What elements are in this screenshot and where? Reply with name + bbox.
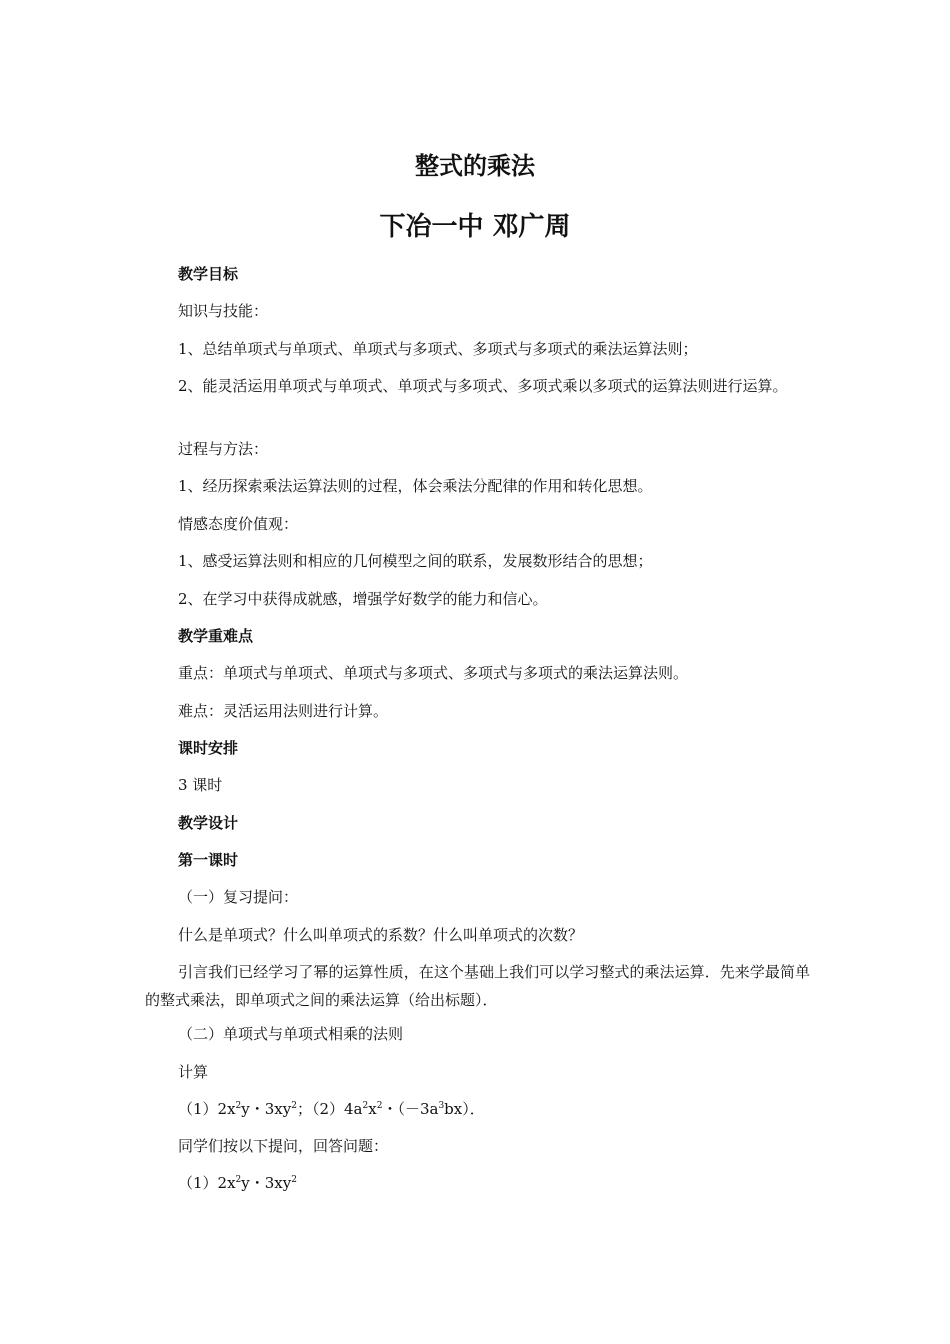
exercise-one-formula: $(1)2x^2y$・$3xy^2$: [178, 1174, 297, 1192]
review-questions-text: 什么是单项式？什么叫单项式的系数？什么叫单项式的次数？: [178, 926, 584, 944]
heading-first-lesson: 第一课时: [178, 851, 239, 869]
class-hours-text: 3 课时: [178, 776, 223, 794]
objective-item-2: 2、能灵活运用单项式与单项式、单项式与多项式、多项式乘以多项式的运算法则进行运算。: [178, 377, 788, 395]
emotion-attitude-label: 情感态度价值观：: [178, 515, 299, 533]
knowledge-skills-label: 知识与技能：: [178, 302, 269, 320]
heading-key-points: 教学重难点: [178, 627, 254, 645]
emotion-item-2: 2、在学习中获得成就感，增强学好数学的能力和信心。: [178, 590, 548, 608]
compute-exercises-formula: $(1)2x^2y$・$3xy^2$；$(2)4a^2x^2$・$(-3a^3bx)$．: [178, 1100, 485, 1118]
process-method-label: 过程与方法：: [178, 440, 269, 458]
review-section-label: （一）复习提问：: [178, 888, 299, 906]
section-two-label: （二）单项式与单项式相乘的法则: [178, 1025, 404, 1043]
heading-teaching-design: 教学设计: [178, 814, 239, 832]
document-author: 下冶一中 邓广周: [379, 212, 571, 242]
objective-item-1: 1、总结单项式与单项式、单项式与多项式、多项式与多项式的乘法运算法则；: [178, 340, 698, 358]
compute-label: 计算: [178, 1063, 209, 1081]
difficult-point-text: 难点：灵活运用法则进行计算。: [178, 702, 389, 720]
question-prompt-text: 同学们按以下提问，回答问题：: [178, 1137, 389, 1155]
heading-teaching-objectives: 教学目标: [178, 265, 239, 283]
key-point-text: 重点：单项式与单项式、单项式与多项式、多项式与多项式的乘法运算法则。: [178, 664, 689, 682]
document-title: 整式的乘法: [415, 152, 535, 180]
process-item-1: 1、经历探索乘法运算法则的过程，体会乘法分配律的作用和转化思想。: [178, 477, 653, 495]
heading-schedule: 课时安排: [178, 739, 239, 757]
introduction-paragraph: 引言我们已经学习了幂的运算性质，在这个基础上我们可以学习整式的乘法运算．先来学最简单的整式乘法，即单项式之间的乘法运算（给出标题）．: [145, 963, 810, 1009]
emotion-item-1: 1、感受运算法则和相应的几何模型之间的联系，发展数形结合的思想；: [178, 552, 653, 570]
